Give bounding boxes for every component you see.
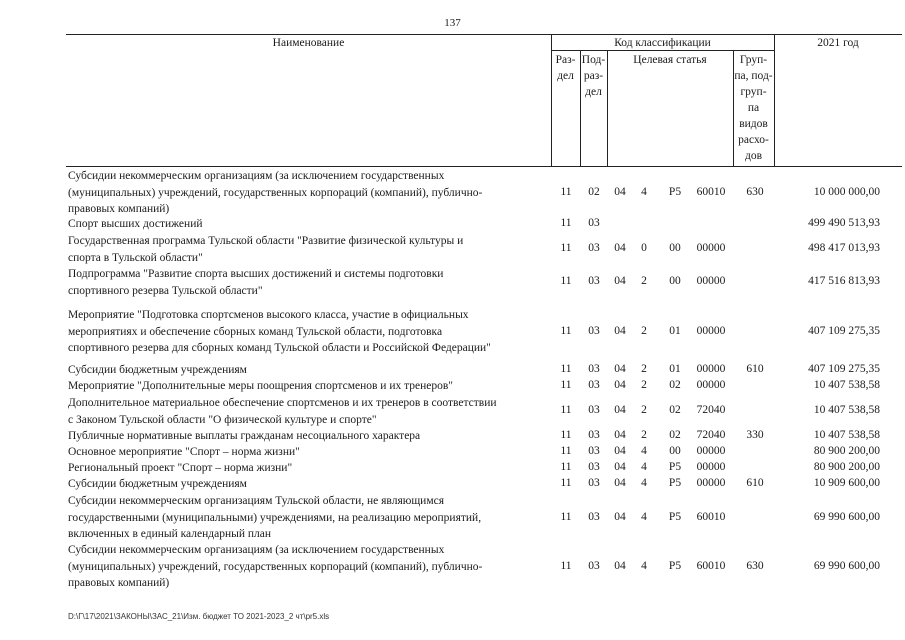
row-name-line: с Законом Тульской области "О физической культуре и спорте"	[68, 413, 377, 426]
cell-razdel: 11	[560, 461, 572, 473]
row-name	[68, 233, 550, 266]
cell-c: P5	[668, 559, 682, 572]
cell-podrazdel: 03	[588, 404, 600, 417]
cell-b: 4	[641, 461, 647, 473]
row-name-line: Субсидии бюджетным учреждениям	[68, 478, 247, 490]
cell-b: 4	[641, 477, 647, 489]
cell-a: 04	[614, 429, 626, 441]
row-name	[68, 460, 550, 477]
header-podrazdel: Под- раз- дел	[581, 54, 606, 98]
cell-amount: 10 000 000,00	[813, 185, 880, 198]
cell-vid: 330	[746, 429, 764, 441]
cell-vid: 610	[746, 477, 764, 489]
cell-a: 04	[614, 185, 626, 198]
cell-c: 02	[669, 379, 681, 391]
cell-a: 04	[614, 510, 626, 523]
cell-d: 00000	[696, 379, 726, 391]
cell-c: 01	[669, 363, 681, 375]
cell-d: 72040	[696, 404, 726, 417]
cell-razdel: 11	[560, 275, 572, 288]
row-name-line: включенных в единый календарный план	[68, 528, 272, 540]
cell-a: 04	[614, 445, 626, 457]
cell-amount: 10 407 538,58	[813, 404, 880, 417]
header-divider	[774, 34, 775, 166]
cell-b: 4	[641, 185, 647, 198]
header-celevaya: Целевая статья	[633, 54, 707, 66]
row-name	[68, 428, 550, 445]
cell-a: 04	[614, 275, 626, 288]
cell-a: 04	[614, 404, 626, 417]
cell-razdel: 11	[560, 404, 572, 417]
cell-d: 60010	[696, 185, 726, 198]
cell-a: 04	[614, 324, 626, 337]
cell-razdel: 11	[560, 429, 572, 441]
row-name-line: Подпрограмма "Развитие спорта высших достижений и системы подготовки	[68, 268, 444, 280]
cell-a: 04	[614, 461, 626, 473]
cell-podrazdel: 03	[588, 217, 600, 229]
cell-razdel: 11	[560, 324, 572, 337]
row-name-line: Основное мероприятие "Спорт – норма жизни"	[68, 446, 300, 458]
row-name-line: спортивного резерва Тульской области"	[68, 284, 263, 297]
cell-razdel: 11	[560, 242, 572, 255]
cell-amount: 69 990 600,00	[813, 510, 880, 523]
cell-a: 04	[614, 379, 626, 391]
cell-amount: 417 516 813,93	[808, 275, 880, 288]
cell-razdel: 11	[560, 445, 572, 457]
row-name-line: Субсидии некоммерческим организациям (за исключением государственных	[68, 170, 445, 182]
row-name	[68, 266, 550, 299]
cell-podrazdel: 03	[588, 445, 600, 457]
cell-d: 00000	[696, 363, 726, 375]
cell-razdel: 11	[560, 379, 572, 391]
row-name-line: правовых компаний)	[68, 577, 170, 589]
cell-razdel: 11	[560, 185, 572, 198]
cell-amount: 499 490 513,93	[808, 217, 880, 229]
cell-amount: 69 990 600,00	[813, 559, 880, 572]
cell-c: P5	[668, 461, 682, 473]
cell-d: 60010	[696, 559, 726, 572]
cell-d: 00000	[696, 445, 726, 457]
row-name-line: государственными (муниципальными) учреждениями, на реализацию мероприятий,	[68, 511, 482, 524]
header-classification: Код классификации	[614, 37, 711, 49]
cell-b: 4	[641, 510, 647, 523]
row-name-line: Спорт высших достижений	[68, 218, 203, 230]
cell-d: 00000	[696, 477, 726, 489]
row-name-line: (муниципальных) учреждений, государственных корпораций (компаний), публично-	[68, 560, 483, 573]
row-name-line: Мероприятие "Дополнительные меры поощрения спортсменов и их тренеров"	[68, 380, 453, 392]
header-name: Наименование	[272, 37, 345, 49]
row-name-line: Государственная программа Тульской области "Развитие физической культуры и	[68, 235, 464, 247]
row-name-line: Региональный проект "Спорт – норма жизни"	[68, 462, 293, 474]
row-name	[68, 216, 550, 233]
cell-b: 4	[641, 445, 647, 457]
cell-a: 04	[614, 363, 626, 375]
cell-b: 2	[641, 429, 647, 441]
cell-razdel: 11	[560, 363, 572, 375]
cell-amount: 10 407 538,58	[813, 429, 880, 441]
cell-podrazdel: 03	[588, 429, 600, 441]
cell-c: P5	[668, 510, 682, 523]
header-razdel: Раз- дел	[555, 54, 576, 82]
cell-podrazdel: 03	[588, 324, 600, 337]
cell-c: 00	[669, 445, 681, 457]
header-bottom-border	[66, 166, 902, 167]
row-name-line: правовых компаний)	[68, 203, 170, 215]
row-name-line: Субсидии бюджетным учреждениям	[68, 364, 247, 376]
row-name-line: Мероприятие "Подготовка спортсменов высокого класса, участие в официальных	[68, 309, 469, 321]
row-name	[68, 444, 550, 461]
cell-c: P5	[668, 477, 682, 489]
cell-vid: 630	[746, 185, 764, 198]
row-name-line: Публичные нормативные выплаты гражданам несоциального характера	[68, 430, 421, 442]
cell-podrazdel: 03	[588, 510, 600, 523]
cell-amount: 10 407 538,58	[813, 379, 880, 391]
cell-amount: 498 417 013,93	[808, 242, 880, 255]
cell-podrazdel: 03	[588, 275, 600, 288]
cell-c: P5	[668, 185, 682, 198]
cell-d: 72040	[696, 429, 726, 441]
row-name	[68, 362, 550, 379]
cell-a: 04	[614, 242, 626, 255]
cell-amount: 407 109 275,35	[808, 363, 880, 375]
cell-vid: 610	[746, 363, 764, 375]
cell-amount: 80 900 200,00	[813, 461, 880, 473]
cell-b: 2	[641, 324, 647, 337]
cell-b: 0	[641, 242, 647, 255]
cell-d: 00000	[696, 275, 726, 288]
cell-amount: 10 909 600,00	[813, 477, 880, 489]
cell-b: 2	[641, 275, 647, 288]
cell-c: 02	[669, 404, 681, 417]
cell-c: 00	[669, 275, 681, 288]
cell-d: 60010	[696, 510, 726, 523]
row-name-line: Дополнительное материальное обеспечение спортсменов и их тренеров в соответствии	[68, 397, 497, 409]
cell-razdel: 11	[560, 510, 572, 523]
row-name	[68, 395, 550, 428]
row-name-line: Субсидии некоммерческим организациям Тульской области, не являющимся	[68, 495, 445, 507]
cell-vid: 630	[746, 559, 764, 572]
row-name	[68, 542, 550, 592]
cell-c: 02	[669, 429, 681, 441]
cell-razdel: 11	[560, 559, 572, 572]
row-name	[68, 476, 550, 493]
cell-b: 4	[641, 559, 647, 572]
cell-b: 2	[641, 404, 647, 417]
header-year: 2021 год	[817, 37, 859, 49]
cell-a: 04	[614, 559, 626, 572]
header-vid-rashodov: Груп- па, под- груп- па видов расхо- дов	[734, 54, 773, 162]
cell-amount: 80 900 200,00	[813, 445, 880, 457]
cell-podrazdel: 02	[588, 185, 600, 198]
row-name	[68, 168, 550, 218]
cell-d: 00000	[696, 461, 726, 473]
cell-razdel: 11	[560, 477, 572, 489]
cell-d: 00000	[696, 324, 726, 337]
cell-amount: 407 109 275,35	[808, 324, 880, 337]
row-name	[68, 493, 550, 543]
cell-c: 00	[669, 242, 681, 255]
cell-podrazdel: 03	[588, 363, 600, 375]
row-name	[68, 378, 550, 395]
cell-podrazdel: 03	[588, 477, 600, 489]
row-name-line: Субсидии некоммерческим организациям (за исключением государственных	[68, 544, 445, 556]
row-name-line: спортивного резерва для сборных команд Тульской области и Российской Федерации"	[68, 342, 491, 354]
cell-d: 00000	[696, 242, 726, 255]
row-name-line: мероприятиях и обеспечение сборных команд Тульской области, подготовка	[68, 325, 443, 338]
file-path-footer: D:\Г\17\2021\ЗАКОНЫ\ЗАС_21\Изм. бюджет ТО 2021-2023_2 чт\pr5.xls	[68, 612, 330, 621]
cell-podrazdel: 03	[588, 242, 600, 255]
cell-b: 2	[641, 363, 647, 375]
page-number: 137	[444, 17, 461, 29]
cell-podrazdel: 03	[588, 379, 600, 391]
cell-podrazdel: 03	[588, 559, 600, 572]
cell-b: 2	[641, 379, 647, 391]
row-name-line: спорта в Тульской области"	[68, 251, 203, 264]
row-name	[68, 307, 550, 357]
cell-podrazdel: 03	[588, 461, 600, 473]
cell-razdel: 11	[560, 217, 572, 229]
cell-a: 04	[614, 477, 626, 489]
row-name-line: (муниципальных) учреждений, государственных корпораций (компаний), публично-	[68, 186, 483, 199]
cell-c: 01	[669, 324, 681, 337]
